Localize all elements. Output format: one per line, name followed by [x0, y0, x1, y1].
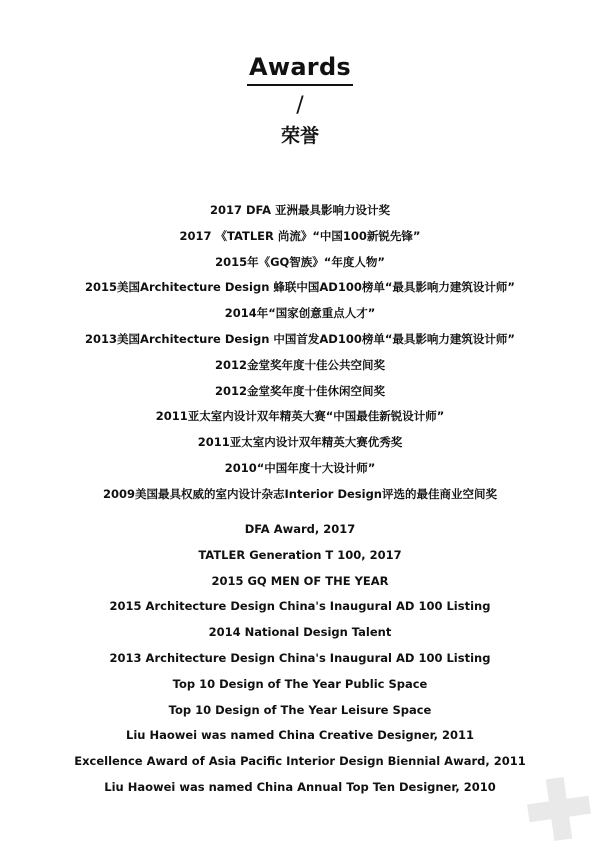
page-title-zh: 荣誉 [280, 125, 319, 147]
award-item-zh: 2014年“国家创意重点人才” [224, 306, 376, 321]
award-item-zh: 2017 DFA 亚洲最具影响力设计奖 [210, 203, 390, 217]
award-item-zh: 2012金堂奖年度十佳公共空间奖 [214, 357, 385, 372]
award-item-en: 2015 GQ MEN OF THE YEAR [211, 573, 389, 588]
award-item-en: Excellence Award of Asia Pacific Interior Design Biennial Award, 2011 [74, 754, 526, 769]
award-item-en: DFA Award, 2017 [244, 522, 356, 536]
award-item-zh: 2012金堂奖年度十佳休闲空间奖 [214, 383, 385, 398]
award-item-en: Liu Haowei was named China Creative Designer, 2011 [126, 728, 474, 743]
award-item-zh: 2013美国Architecture Design 中国首发AD100榜单“最具影响力建筑设计师” [85, 331, 515, 346]
award-item-en: TATLER Generation T 100, 2017 [198, 547, 402, 562]
award-item-en: Top 10 Design of The Year Leisure Space [168, 702, 432, 717]
award-item-en: 2013 Architecture Design China's Inaugural AD 100 Listing [109, 650, 491, 665]
award-item-en: Top 10 Design of The Year Public Space [172, 676, 428, 691]
award-item-en: Liu Haowei was named China Annual Top Ten Designer, 2010 [104, 779, 496, 794]
awards-title: Awards [247, 50, 353, 86]
plus-icon [526, 776, 592, 842]
title-separator: / [296, 93, 304, 118]
awards-list-english [0, 517, 600, 801]
award-item-en: 2015 Architecture Design China's Inaugural AD 100 Listing [109, 599, 491, 614]
award-item-zh: 2011亚太室内设计双年精英大赛优秀奖 [197, 435, 403, 450]
award-item-zh: 2010“中国年度十大设计师” [224, 460, 376, 475]
plus-icon-shape [526, 776, 592, 842]
award-item-zh: 2011亚太室内设计双年精英大赛“中国最佳新锐设计师” [155, 409, 445, 424]
award-item-zh: 2017 《TATLER 尚流》“中国100新锐先锋” [179, 228, 421, 243]
award-item-zh: 2015年《GQ智族》“年度人物” [215, 254, 385, 269]
awards-list-chinese [0, 198, 600, 508]
award-item-zh: 2009美国最具权威的室内设计杂志Interior Design评选的最佳商业空间奖 [102, 486, 497, 501]
award-item-zh: 2015美国Architecture Design 蜂联中国AD100榜单“最具影响力建筑设计师” [85, 280, 515, 295]
award-item-en: 2014 National Design Talent [208, 625, 392, 640]
page-title-en [0, 50, 600, 86]
